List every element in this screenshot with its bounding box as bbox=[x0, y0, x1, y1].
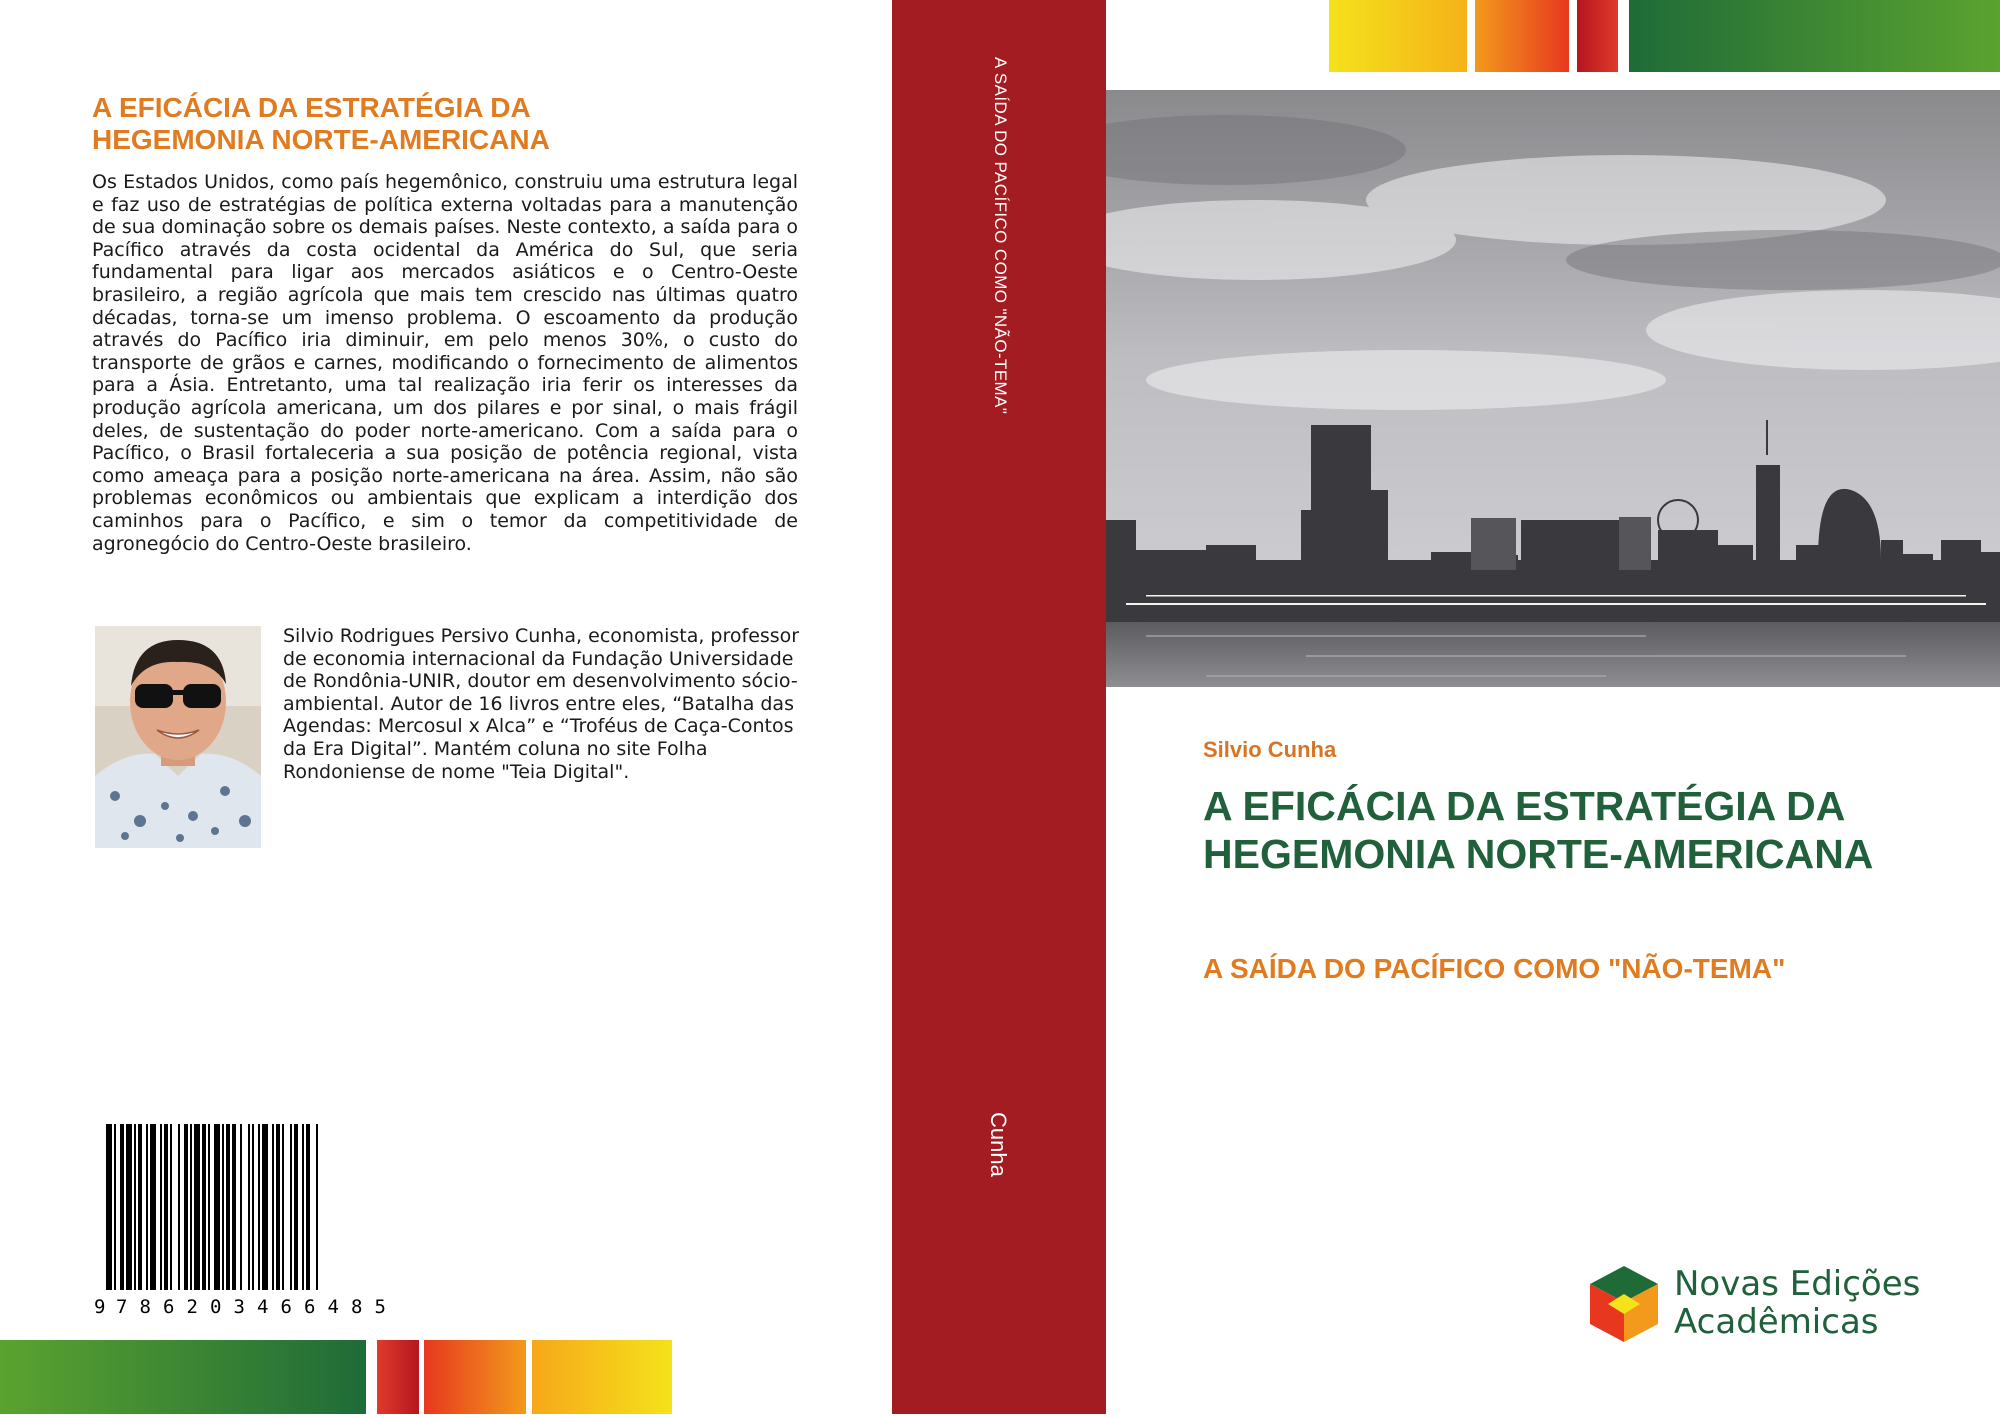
isbn-digit: 8 bbox=[139, 1296, 151, 1318]
front-title: A EFICÁCIA DA ESTRATÉGIA DA HEGEMONIA NORTE-AMERICANA bbox=[1203, 783, 1874, 877]
front-author: Silvio Cunha bbox=[1203, 737, 1337, 762]
isbn-digit: 6 bbox=[304, 1296, 316, 1318]
isbn-digit: 6 bbox=[163, 1296, 175, 1318]
author-photo bbox=[95, 626, 261, 848]
spine-author: Cunha bbox=[986, 1112, 1011, 1177]
back-color-stripes bbox=[0, 1340, 672, 1414]
publisher-logo-icon bbox=[1584, 1264, 1664, 1344]
isbn-digit: 6 bbox=[280, 1296, 292, 1318]
isbn-digit: 2 bbox=[186, 1296, 198, 1318]
front-color-stripes bbox=[1329, 0, 2000, 72]
isbn-digit: 4 bbox=[257, 1296, 269, 1318]
city-skyline-photo bbox=[1106, 90, 2000, 687]
isbn-digit: 5 bbox=[374, 1296, 386, 1318]
isbn-digit: 0 bbox=[210, 1296, 222, 1318]
isbn-digit: 7 bbox=[116, 1296, 128, 1318]
back-cover-blurb: Os Estados Unidos, como país hegemônico, construiu uma estrutura legal e faz uso de estratégias de política externa voltadas para a manutenção de sua dominação sobre os demais países. Neste contexto, a saída para o Pacífico através da costa ocidental da América do Sul, que seria fundamental para ligar aos mercados asiáticos e o Centro-Oeste brasileiro, a região agrícola que mais tem crescido nas últimas quatro décadas, torna-se um imenso problema. O escoamento da produção através do Pacífico iria diminuir, em pelo menos 30%, o custo do transporte de grãos e carnes, modificando o fornecimento de alimentos para a Ásia. Entretanto, uma tal realização iria ferir os interesses da produção agrícola americana, um dos pilares e por sinal, o mais frágil deles, de sustentação do poder norte-americano. Com a saída para o Pacífico, o Brasil fortaleceria a sua posição de potência regional, vista como ameaça para a posição norte-americana na área. Assim, não são problemas econômicos ou ambientais que explicam a interdição dos caminhos para o Pacífico, e sim o temor da competitividade de agronegócio do Centro-Oeste brasileiro. bbox=[92, 171, 798, 555]
spine-title: A SAÍDA DO PACÍFICO COMO "NÃO-TEMA" bbox=[991, 57, 1010, 415]
front-subtitle: A SAÍDA DO PACÍFICO COMO "NÃO-TEMA" bbox=[1203, 953, 1786, 984]
back-cover-title: A EFICÁCIA DA ESTRATÉGIA DA HEGEMONIA NORTE-AMERICANA bbox=[92, 92, 550, 155]
isbn-barcode bbox=[92, 1120, 402, 1318]
isbn-digit: 4 bbox=[327, 1296, 339, 1318]
isbn-digit: 3 bbox=[233, 1296, 245, 1318]
isbn-digit: 9 bbox=[94, 1296, 106, 1318]
isbn-digit: 8 bbox=[351, 1296, 363, 1318]
publisher-name: Novas Edições Acadêmicas bbox=[1674, 1264, 1921, 1342]
author-bio: Silvio Rodrigues Persivo Cunha, economista, professor de economia internacional da Fundação Universidade de Rondônia-UNIR, doutor em desenvolvimento sócio-ambiental. Autor de 16 livros entre eles, “Batalha das Agendas: Mercosul x Alca” e “Troféus de Caça-Contos da Era Digital”. Mantém coluna no site Folha Rondoniense de nome "Teia Digital". bbox=[283, 625, 800, 783]
